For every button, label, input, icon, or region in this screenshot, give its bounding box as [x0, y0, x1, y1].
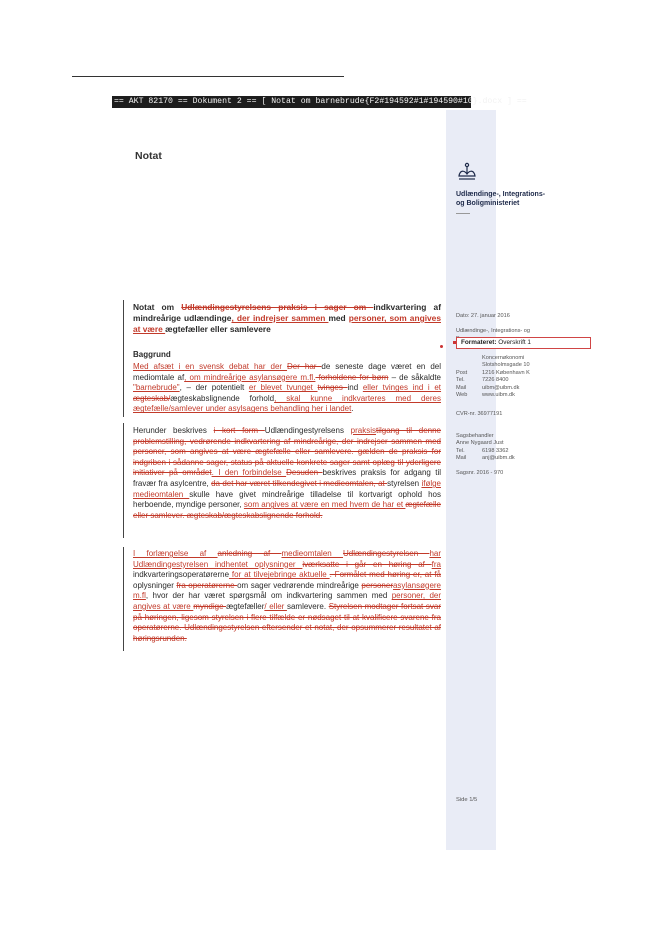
section-heading: Baggrund	[133, 350, 171, 359]
sidebar-dept-line1: Udlændinge-, Integrations- og	[456, 328, 531, 334]
comment-anchor-icon	[453, 341, 456, 344]
format-value: Overskrift 1	[498, 339, 531, 346]
document-id-banner: == AKT 82170 == Dokument 2 == [ Notat om barnebrude{F2#194592#1#194590#10}.docx ] ==	[114, 97, 527, 106]
address-row: Mail uibm@uibm.dk	[456, 384, 520, 391]
sidebar-case-number: Sagsnr. 2016 - 970	[456, 470, 504, 476]
address-row: Koncernøkonomi	[482, 355, 525, 361]
change-bar	[123, 300, 124, 417]
format-label: Formateret:	[461, 339, 497, 346]
change-bar	[123, 423, 124, 538]
ministry-name-line1: Udlændinge-, Integrations-	[456, 191, 546, 198]
case-handler-tel: Tel. 6198 3362	[456, 447, 509, 454]
paragraph-hearing: I forlængelse af anledning af medieomtalen Udlændingestyrelsen har Udlændingestyrelsen indhentet oplysninger iværksatte i går en høring af fra indkvarteringsoperatørerne for at tilvejebringe aktuelle . Formålet med høring er, at få oplysninger fra operatørerne om sager vedrørende mindreårige personerasylansøgere m.fl, hvor der har været spørgsmål om indkvartering sammen med personer, der angives at være myndige ægtefæller/ eller samlevere. Styrelsen modtager fortsat svar på høringen, ligesom styrelsen i flere tilfælde er nødsaget til at kvalificere svarene fra operatørerne. Udlændingestyrelsen eftersender et notat, der opsummerer resultatet af høringsrunden.	[133, 549, 442, 643]
sidebar-case-handler	[456, 433, 515, 463]
paragraph-background: Med afsæt i en svensk debat har der Der har de seneste dage været en del mediomtale af, om mindreårige asylansøgere m.fl. forholdene for børn – de såkaldte "barnebrude", – der potentielt er blevet tvunget tvinges ind eller tvinges ind i et ægteskab/ægteskabslignende forhold, skal kunne indkvarteres med deres ægtefælle/samlever under asylsagens behandling her i landet.	[133, 362, 442, 414]
page-title: Notat	[135, 150, 162, 162]
address-row: Web www.uibm.dk	[456, 392, 515, 399]
sidebar-cvr: CVR-nr. 36977191	[456, 411, 503, 417]
paragraph-description: Herunder beskrives i kort form Udlændingestyrelsens praksistilgang til denne problemstilling, vedrørende indkvartering af mindreårige, der indrejser sammen med personer, som angives at være ægtefælle eller samlevere. gælden de praksis for indgriben i sådanne sager, status på aktuelle konkrete sager samt oplæg til yderligere initiativer på området. I den forbindelse Desuden beskrives praksis for adgang til fravær fra asylcentre, da det har været tilkendegivet i medieomtalen, at styrelsen ifølge medieomtalen skulle have givet mindreårige tilladelse til kortvarigt ophold hos herboende, myndige personer, som angives at være en med hvem de har et ægtefælle eller samlever. ægteskab/ægteskabslignende forhold.	[133, 426, 442, 520]
case-handler-mail: Mail anj@uibm.dk	[456, 455, 515, 462]
ministry-underline	[456, 213, 470, 214]
case-handler-name: Anne Nygaard Just	[456, 440, 504, 447]
change-marker-icon	[440, 345, 443, 348]
case-handler-label: Sagsbehandler	[456, 433, 494, 439]
address-row: Post 1216 København K	[456, 369, 530, 376]
document-title: Notat om Udlændingestyrelsens praksis i sager om indkvartering af mindreårige udlændinge, der indrejser sammen med personer, som angives at være ægtefæller eller samlevere	[133, 302, 441, 334]
ministry-logo	[456, 162, 546, 214]
page-number: Side 1/5	[456, 797, 478, 803]
top-divider	[72, 76, 344, 77]
address-row: Slotsholmsgade 10	[482, 362, 530, 369]
change-bar	[123, 547, 124, 651]
format-comment-box[interactable]	[456, 337, 591, 349]
address-row: Tel. 7226 8400	[456, 377, 509, 384]
ministry-name-line2: og Boligministeriet	[456, 200, 520, 207]
sidebar-date: Dato: 27. januar 2016	[456, 313, 510, 319]
sidebar-address	[456, 355, 530, 399]
crown-icon	[456, 162, 478, 184]
sidebar-panel	[446, 110, 496, 850]
